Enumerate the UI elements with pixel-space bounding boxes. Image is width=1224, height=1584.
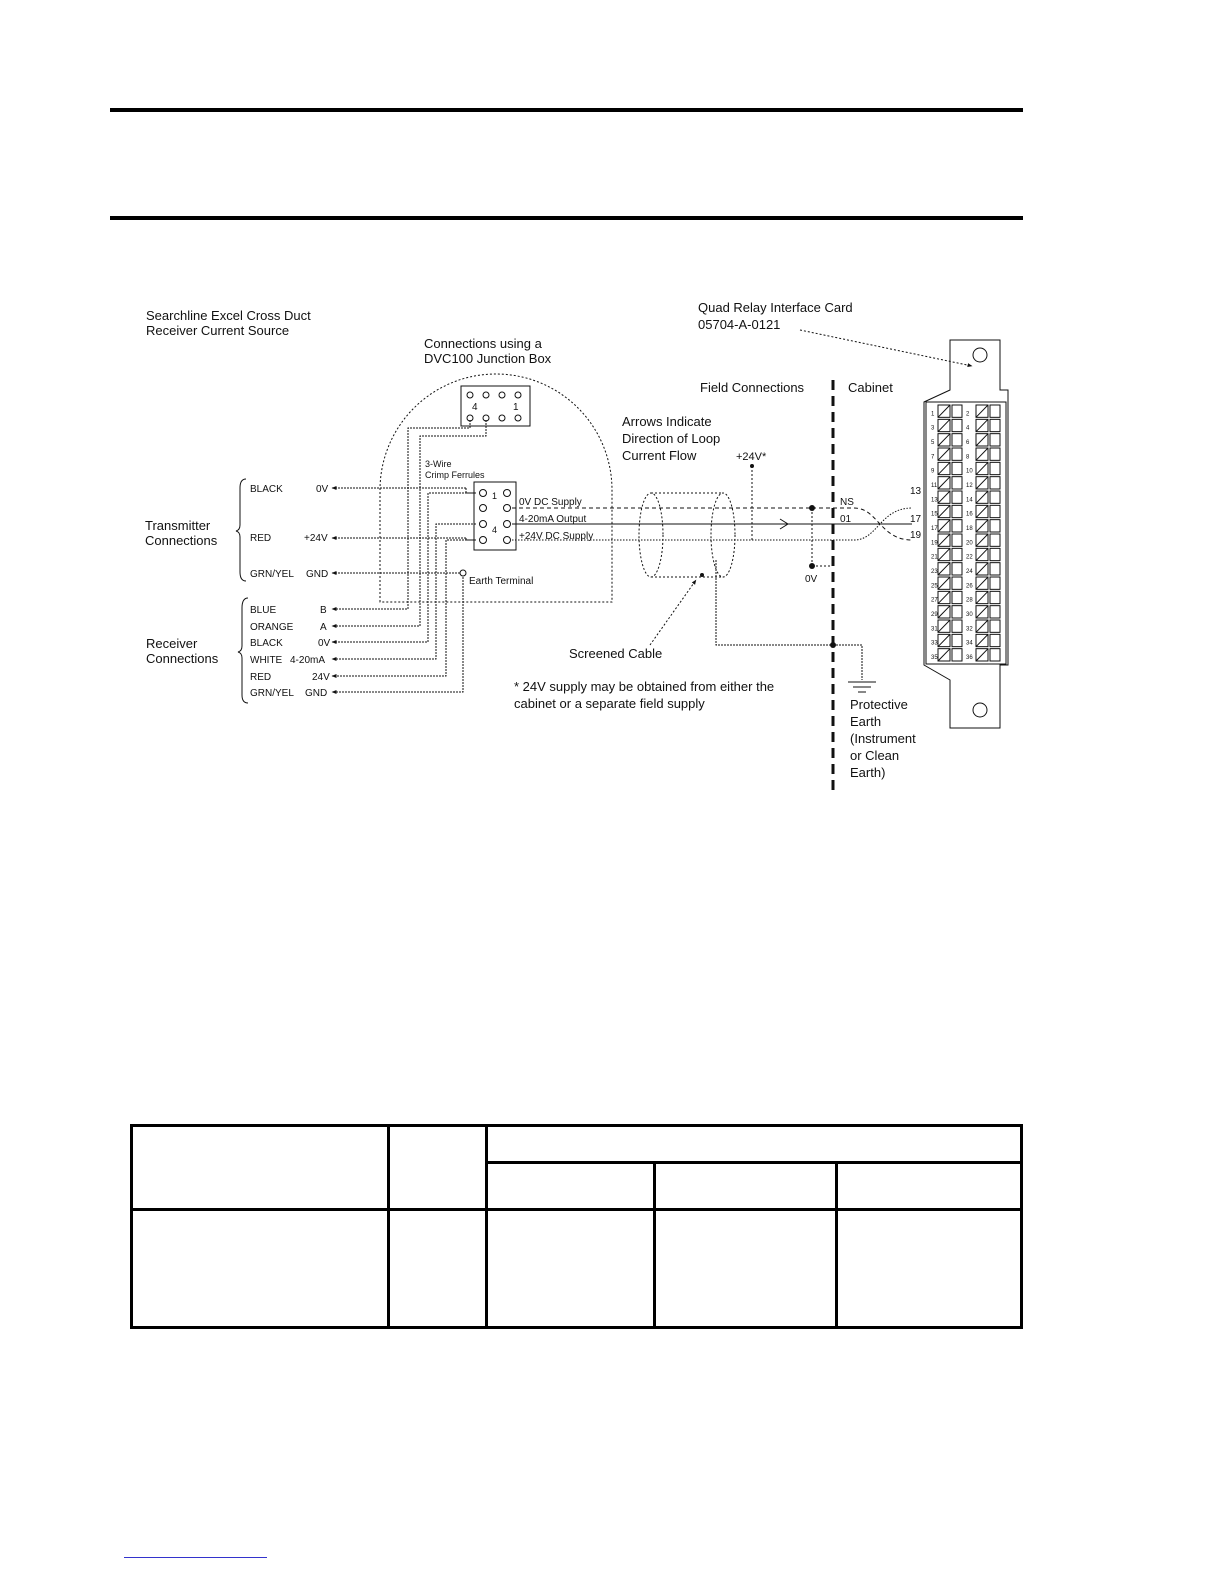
terminal-clamp (952, 434, 962, 446)
terminal-number: 16 (966, 511, 973, 518)
label-ns: NS (840, 497, 854, 508)
terminal-number: 33 (931, 640, 938, 647)
terminal-number: 18 (966, 526, 973, 532)
node-ns (809, 505, 815, 511)
terminal-clamp (952, 448, 962, 460)
table-subheader-cell (837, 1163, 1022, 1210)
svg-text:GND: GND (305, 688, 328, 699)
terminal-clamp (990, 577, 1000, 589)
terminal-clamp (990, 634, 1000, 646)
terminal-number: 2 (966, 411, 970, 418)
label-17: 17 (910, 514, 922, 525)
earth-symbol (848, 682, 876, 692)
receiver-wires (332, 420, 486, 692)
terminal-number: 31 (931, 626, 938, 633)
protective-earth-box (850, 696, 960, 788)
tx-black-signal: 0V (316, 484, 329, 495)
terminal-number: 28 (966, 597, 973, 604)
terminal-number: 10 (966, 468, 973, 475)
table-header-cell (487, 1126, 1022, 1163)
terminal-clamp (990, 491, 1000, 503)
svg-text:4-20mA: 4-20mA (290, 655, 326, 666)
supply-note: * 24V supply may be obtained from either the cabinet or a separate field supply (514, 679, 775, 711)
svg-text:BLUE: BLUE (250, 605, 277, 616)
terminal-clamp (990, 477, 1000, 489)
node-0v (809, 563, 815, 569)
transmitter-brace (236, 479, 246, 581)
earth-wire (833, 645, 862, 680)
terminal-clamp (952, 634, 962, 646)
receiver-brace (238, 598, 248, 703)
relay-card-part: 05704-A-0121 (698, 317, 781, 332)
tx-black-color: BLACK (250, 484, 283, 495)
tx-red-signal: +24V (304, 533, 328, 544)
terminal-clamp (990, 462, 1000, 474)
terminal-number: 30 (966, 612, 973, 618)
terminal-clamp (990, 534, 1000, 546)
terminal-clamp (952, 591, 962, 603)
svg-text:A: A (320, 622, 327, 633)
receiver-wire-labels (250, 605, 331, 699)
earth-terminal-label: Earth Terminal (469, 576, 534, 587)
label-19: 19 (910, 530, 922, 541)
table-header-cell (132, 1126, 389, 1210)
terminal-number: 9 (931, 468, 935, 475)
terminal-number: 20 (966, 540, 973, 547)
terminal-clamp (990, 419, 1000, 431)
terminal-number: 12 (966, 483, 973, 489)
protective-earth-label: Protective Earth (Instrument or Clean Earth) (850, 697, 916, 780)
terminal-clamp (952, 520, 962, 532)
svg-text:24V: 24V (312, 672, 330, 683)
junction-box-title: Connections using a DVC100 Junction Box (424, 336, 552, 366)
terminal-number: 5 (931, 440, 935, 446)
terminal-number: 6 (966, 440, 970, 446)
label-13: 13 (910, 486, 922, 497)
terminal-number: 17 (931, 526, 938, 532)
terminal-number: 11 (931, 483, 938, 489)
relay-card-name: Quad Relay Interface Card (698, 300, 853, 315)
svg-text:GRN/YEL: GRN/YEL (250, 688, 294, 699)
svg-text:0V: 0V (318, 638, 331, 649)
svg-text:B: B (320, 605, 327, 616)
table-subheader-cell (487, 1163, 655, 1210)
label-0v: 0V (805, 574, 818, 585)
terminal-clamp (952, 548, 962, 560)
terminal-number: 21 (931, 554, 938, 561)
tx-red-color: RED (250, 533, 272, 544)
crimp-ferrules-label: 3-Wire Crimp Ferrules (425, 459, 485, 480)
transmitter-wires (332, 488, 476, 573)
terminal-clamp (952, 606, 962, 618)
terminal-number: 36 (966, 655, 973, 661)
terminal-number: 25 (931, 583, 938, 590)
terminal-clamp (952, 419, 962, 431)
terminal-clamp (990, 548, 1000, 560)
terminal-clamp (990, 591, 1000, 603)
terminal-clamp (990, 563, 1000, 575)
terminal-clamp (952, 491, 962, 503)
svg-text:ORANGE: ORANGE (250, 622, 294, 633)
cabinet-wires (812, 508, 912, 566)
terminal-number: 26 (966, 583, 973, 590)
svg-text:WHITE: WHITE (250, 655, 283, 666)
table-cell (655, 1210, 837, 1328)
terminal-clamp (990, 606, 1000, 618)
terminal-number: 29 (931, 612, 938, 618)
connector-pin-1-label: 1 (513, 402, 519, 413)
terminal-number: 19 (931, 540, 938, 547)
terminal-clamp (952, 462, 962, 474)
footer-link-rule (124, 1557, 267, 1558)
supply-note-box (514, 678, 814, 718)
table-cell (132, 1210, 389, 1328)
cable-screen-node (700, 573, 704, 577)
table-subheader-cell (655, 1163, 837, 1210)
supply-24v-label: +24V* (736, 451, 767, 463)
relay-card-leader (800, 330, 972, 366)
field-connections-label: Field Connections (700, 380, 805, 395)
terminal-number: 22 (966, 554, 973, 561)
receiver-group-label: Receiver Connections (146, 636, 219, 666)
table-header-cell (389, 1126, 487, 1210)
svg-text:BLACK: BLACK (250, 638, 283, 649)
screened-cable-label: Screened Cable (569, 646, 663, 661)
terminal-clamp (952, 563, 962, 575)
terminal-pin-1-label: 1 (492, 491, 498, 501)
terminal-number: 15 (931, 511, 938, 518)
tx-grnyel-signal: GND (306, 569, 329, 580)
terminal-number: 3 (931, 425, 935, 432)
jb-label-0v: 0V DC Supply (519, 497, 582, 508)
terminal-clamp (952, 649, 962, 661)
terminal-clamp (952, 534, 962, 546)
table-cell (487, 1210, 655, 1328)
tx-grnyel-color: GRN/YEL (250, 569, 294, 580)
terminal-clamp (952, 620, 962, 632)
supply-24v-node (750, 464, 754, 468)
terminal-number: 7 (931, 454, 935, 461)
terminal-number: 32 (966, 626, 973, 633)
terminal-number: 23 (931, 569, 938, 575)
terminal-number: 35 (931, 655, 938, 661)
terminal-number: 14 (966, 497, 973, 504)
svg-text:RED: RED (250, 672, 272, 683)
terminal-clamp (990, 520, 1000, 532)
terminal-number: 8 (966, 454, 970, 461)
jb-label-24v: +24V DC Supply (519, 531, 594, 542)
terminal-clamp (952, 577, 962, 589)
terminal-clamp (952, 505, 962, 517)
terminal-pin-4-label: 4 (492, 525, 498, 535)
terminal-clamp (990, 620, 1000, 632)
specification-table (130, 1124, 1023, 1329)
terminal-clamp (990, 505, 1000, 517)
terminal-number: 34 (966, 640, 973, 647)
table-cell (389, 1210, 487, 1328)
cable-screen-drain (716, 560, 832, 645)
diagram-title-line2: Receiver Current Source (146, 323, 290, 338)
terminal-clamp (990, 649, 1000, 661)
terminal-clamp (990, 405, 1000, 417)
label-01: 01 (840, 514, 852, 525)
terminal-number: 24 (966, 569, 973, 575)
arrows-note: Arrows Indicate Direction of Loop Current Flow (622, 414, 721, 463)
connector-pin-4-label: 4 (472, 402, 478, 413)
transmitter-group-label: Transmitter Connections (145, 518, 218, 548)
table-cell (837, 1210, 1022, 1328)
screened-cable-leader (650, 580, 696, 645)
terminal-clamp (990, 448, 1000, 460)
jb-label-420: 4-20mA Output (519, 514, 587, 525)
terminal-number: 1 (931, 411, 935, 418)
terminal-clamp (952, 405, 962, 417)
terminal-number: 4 (966, 425, 970, 432)
screened-cable (639, 493, 735, 577)
diagram-title-line1: Searchline Excel Cross Duct (146, 308, 311, 323)
terminal-number: 27 (931, 597, 938, 604)
relay-terminal-strip (931, 405, 1000, 661)
terminal-clamp (952, 477, 962, 489)
earth-terminal (460, 570, 466, 576)
cabinet-label: Cabinet (848, 380, 893, 395)
terminal-number: 13 (931, 497, 938, 504)
terminal-clamp (990, 434, 1000, 446)
